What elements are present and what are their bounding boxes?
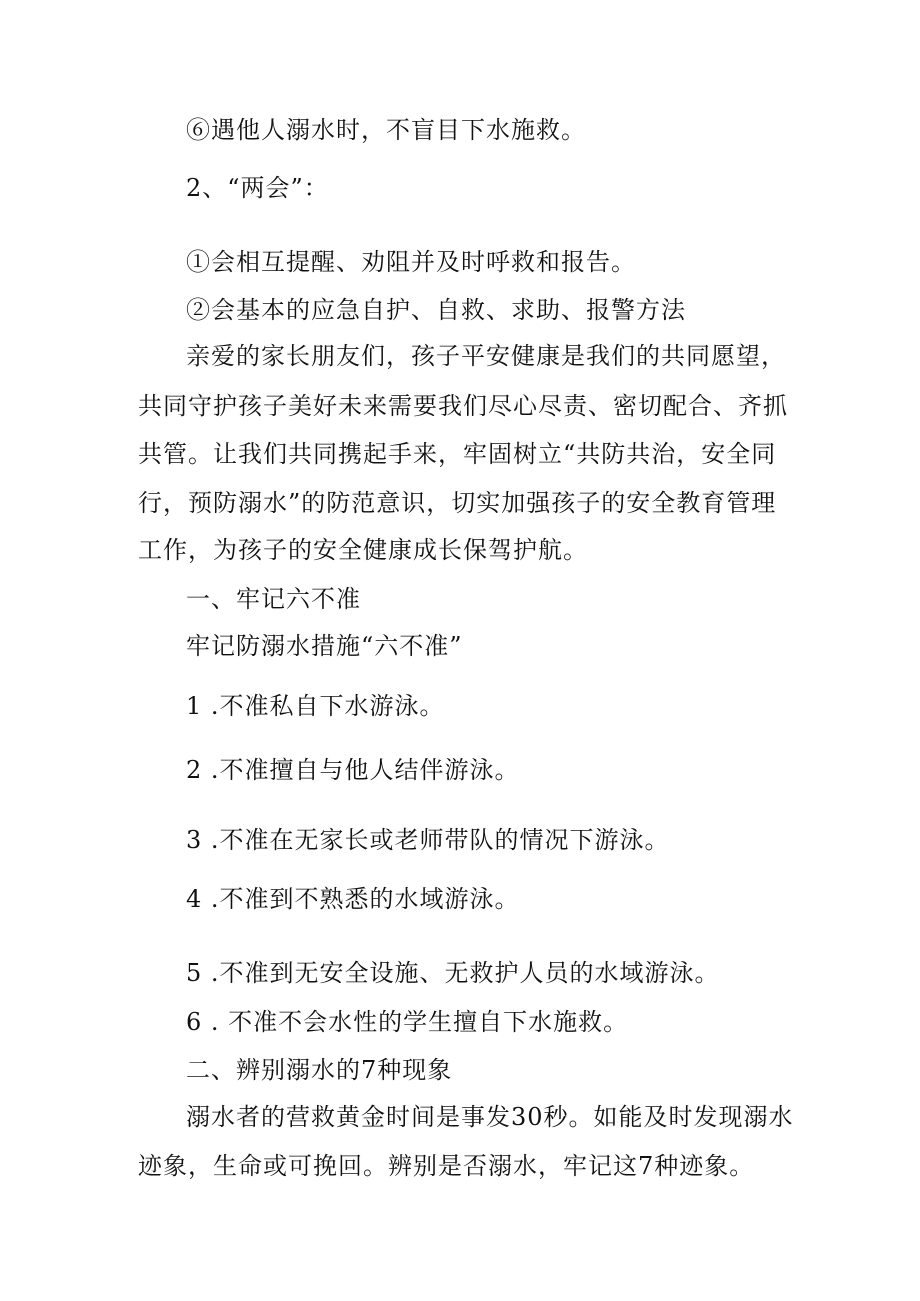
text-line-parents-paragraph-2: 共同守护孩子美好未来需要我们尽心尽责、密切配合、齐抓 bbox=[138, 392, 788, 420]
text-line-six-prohibitions-intro: 牢记防溺水措施“六不准” bbox=[186, 632, 463, 660]
text-line-rescue-rule-6: ⑥遇他人溺水时，不盲目下水施救。 bbox=[186, 116, 586, 144]
text-line-skill-1: ①会相互提醒、劝阻并及时呼救和报告。 bbox=[186, 248, 636, 276]
text-line-parents-paragraph-4: 行，预防溺水”的防范意识，切实加强孩子的安全教育管理 bbox=[138, 489, 777, 517]
section-heading-seven-signs: 二、辨别溺水的7种现象 bbox=[186, 1056, 453, 1084]
text-line-golden-time-2: 迹象，生命或可挽回。辨别是否溺水，牢记这7种迹象。 bbox=[138, 1152, 755, 1180]
list-item-prohibition-4: 4 .不准到不熟悉的水域游泳。 bbox=[186, 885, 520, 913]
list-item-prohibition-2: 2 .不准擅自与他人结伴游泳。 bbox=[186, 756, 520, 784]
text-line-skill-2: ②会基本的应急自护、自救、求助、报警方法 bbox=[186, 296, 686, 324]
text-line-two-skills-heading: 2、“两会”： bbox=[186, 174, 329, 202]
list-item-prohibition-3: 3 .不准在无家长或老师带队的情况下游泳。 bbox=[186, 826, 670, 854]
list-item-prohibition-6: 6 . 不准不会水性的学生擅自下水施救。 bbox=[186, 1008, 629, 1036]
text-line-parents-paragraph-3: 共管。让我们共同携起手来，牢固树立“共防共治，安全同 bbox=[138, 440, 777, 468]
list-item-prohibition-1: 1 .不准私自下水游泳。 bbox=[186, 692, 445, 720]
text-line-parents-paragraph-1: 亲爱的家长朋友们，孩子平安健康是我们的共同愿望， bbox=[186, 342, 786, 370]
text-line-golden-time-1: 溺水者的营救黄金时间是事发30秒。如能及时发现溺水 bbox=[186, 1103, 794, 1131]
text-line-parents-paragraph-5: 工作，为孩子的安全健康成长保驾护航。 bbox=[138, 536, 588, 564]
section-heading-six-prohibitions: 一、牢记六不准 bbox=[186, 585, 361, 613]
list-item-prohibition-5: 5 .不准到无安全设施、无救护人员的水域游泳。 bbox=[186, 959, 720, 987]
